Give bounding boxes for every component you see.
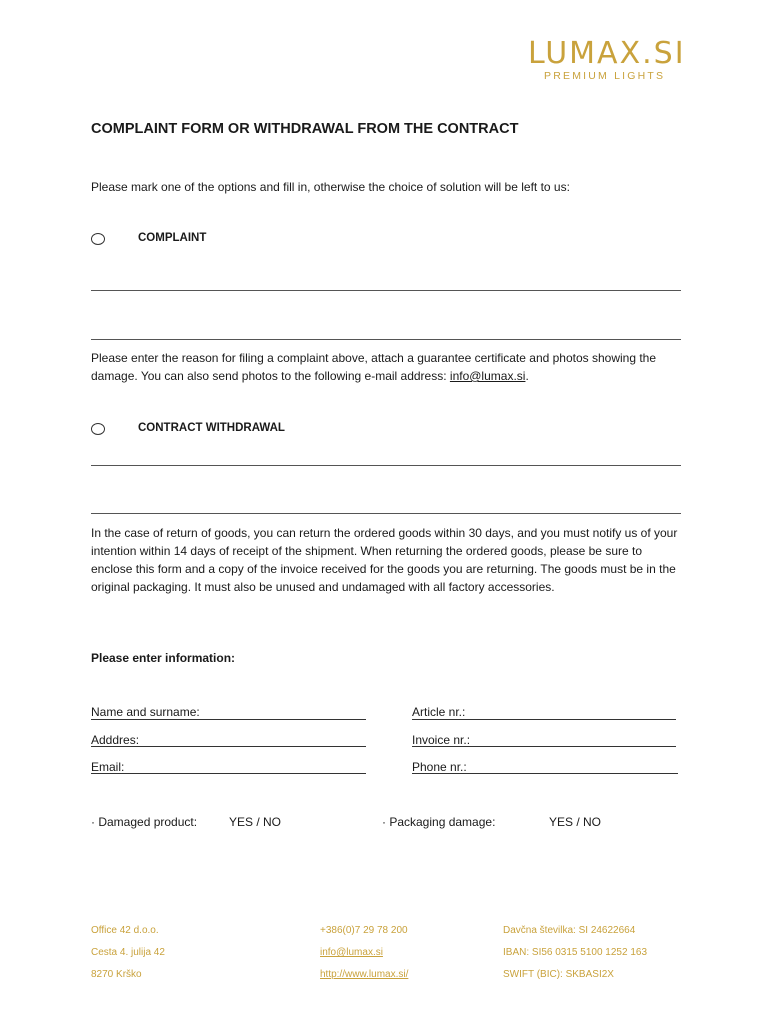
phone-field[interactable] xyxy=(412,773,678,774)
withdrawal-line-2[interactable] xyxy=(91,513,681,514)
complaint-reason-line-1[interactable] xyxy=(91,290,681,291)
footer-swift: SWIFT (BIC): SKBASI2X xyxy=(503,969,614,980)
complaint-radio[interactable] xyxy=(91,233,105,245)
info-heading: Please enter information: xyxy=(91,651,236,665)
footer-company: Office 42 d.o.o. xyxy=(91,925,159,936)
address-field[interactable] xyxy=(91,746,366,747)
complaint-note xyxy=(91,349,681,385)
complaint-note-end: . xyxy=(525,369,529,383)
brand-logo: LUMAX.SI xyxy=(528,36,686,71)
brand-tagline: PREMIUM LIGHTS xyxy=(544,70,666,82)
name-field[interactable] xyxy=(91,719,366,720)
footer-tax-number: Davčna številka: SI 24622664 xyxy=(503,925,636,936)
packaging-damage-label: · Packaging damage: xyxy=(382,815,496,829)
invoice-field[interactable] xyxy=(412,746,676,747)
address-label: Adddres: xyxy=(91,733,140,747)
email-field[interactable] xyxy=(91,773,366,774)
page-title: COMPLAINT FORM OR WITHDRAWAL FROM THE CONTRACT xyxy=(91,121,519,137)
damaged-product-label: · Damaged product: xyxy=(91,815,198,829)
withdrawal-note: In the case of return of goods, you can return the ordered goods within 30 days, and you must notify us of your intention within 14 days of receipt of the shipment. When returning the ordered goods, please be sure to enclose this form and a copy of the invoice received for the goods you are returning. The goods must be in the original packaging. It must also be unused and undamaged with all factory accessories. xyxy=(91,526,678,594)
withdrawal-radio[interactable] xyxy=(91,423,105,435)
complaint-email-link[interactable]: info@lumax.si xyxy=(449,369,526,383)
packaging-damage-options[interactable]: YES / NO xyxy=(549,815,602,829)
article-label: Article nr.: xyxy=(412,705,466,719)
footer-phone: +386(0)7 29 78 200 xyxy=(320,925,408,936)
complaint-reason-line-2[interactable] xyxy=(91,339,681,340)
name-label: Name and surname: xyxy=(91,705,200,719)
complaint-note-text: Please enter the reason for filing a complaint above, attach a guarantee certificate and photos showing the damage. You can also send photos to the following e-mail address: xyxy=(91,351,657,383)
footer-website-link[interactable]: http://www.lumax.si/ xyxy=(320,969,409,980)
invoice-label: Invoice nr.: xyxy=(412,733,471,747)
phone-label: Phone nr.: xyxy=(412,760,467,774)
withdrawal-label: CONTRACT WITHDRAWAL xyxy=(138,422,285,434)
article-field[interactable] xyxy=(412,719,676,720)
email-label: Email: xyxy=(91,760,125,774)
intro-text: Please mark one of the options and fill in, otherwise the choice of solution will be left to us: xyxy=(91,180,570,194)
complaint-label: COMPLAINT xyxy=(138,232,207,244)
footer-email-link[interactable]: info@lumax.si xyxy=(320,947,383,958)
footer-city: 8270 Krško xyxy=(91,969,142,980)
damaged-product-options[interactable]: YES / NO xyxy=(229,815,282,829)
withdrawal-line-1[interactable] xyxy=(91,465,681,466)
footer-street: Cesta 4. julija 42 xyxy=(91,947,165,958)
footer-iban: IBAN: SI56 0315 5100 1252 163 xyxy=(503,947,648,958)
